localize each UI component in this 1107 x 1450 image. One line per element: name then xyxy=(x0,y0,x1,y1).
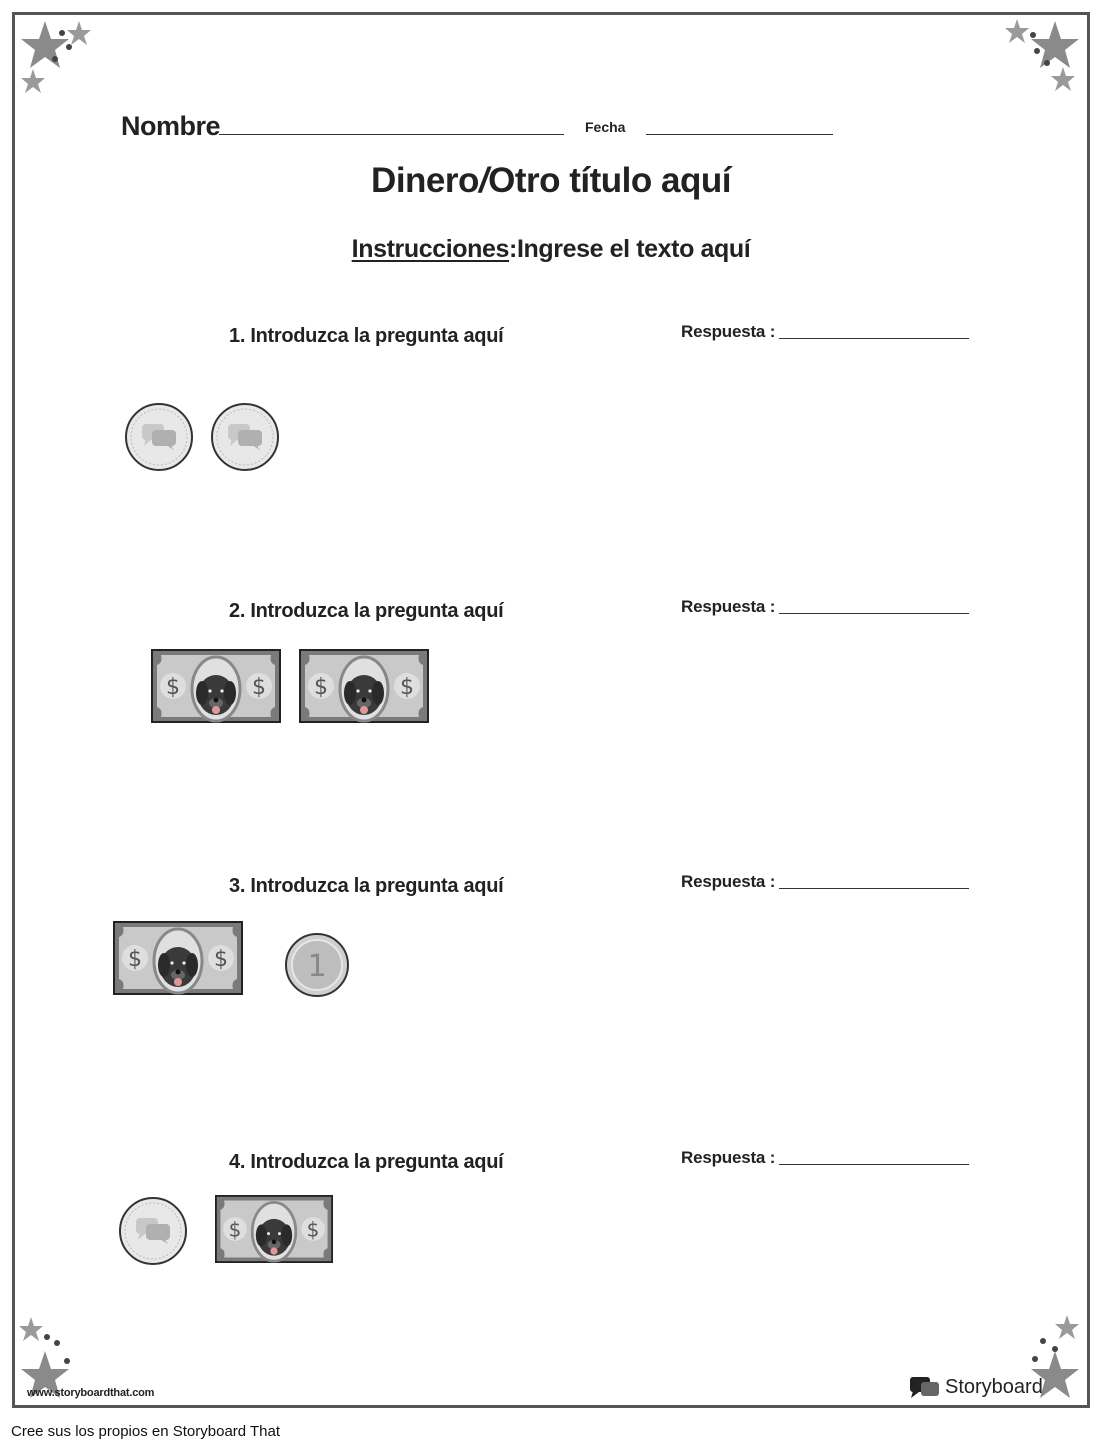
speech-coin-icon xyxy=(210,402,280,472)
dog-bill-icon xyxy=(215,1195,333,1263)
question-3-text: 3. Introduzca la pregunta aquí xyxy=(229,875,504,897)
answer-3-label: Respuesta : xyxy=(681,872,776,891)
answer-2-label: Respuesta : xyxy=(681,597,776,616)
bill-symbol: $ xyxy=(214,947,228,972)
dog-bill-icon xyxy=(299,649,429,723)
bill-symbol: $ xyxy=(314,675,328,700)
instructions-line xyxy=(15,235,1087,264)
speech-coin-icon xyxy=(118,1196,188,1266)
date-field-line[interactable] xyxy=(646,134,833,135)
dog-bill-icon xyxy=(151,649,281,723)
storyboard-logo-text: Storyboard xyxy=(945,1375,1043,1398)
speech-coin-icon xyxy=(124,402,194,472)
instructions-separator: : xyxy=(509,235,517,263)
question-2-text: 2. Introduzca la pregunta aquí xyxy=(229,600,504,622)
speech-bubble-logo-icon xyxy=(909,1375,941,1399)
name-label: Nombre xyxy=(121,111,221,141)
coin-value: 1 xyxy=(307,949,327,984)
storyboard-logo xyxy=(909,1375,1043,1399)
name-field-line[interactable] xyxy=(219,134,564,135)
footer-caption: Cree sus los propios en Storyboard That xyxy=(11,1423,281,1440)
title-part-1: Dinero xyxy=(371,161,479,200)
answer-3-line[interactable] xyxy=(779,888,969,889)
footer-url[interactable]: www.storyboardthat.com xyxy=(27,1387,155,1399)
title-slash: / xyxy=(478,161,489,200)
worksheet-page xyxy=(12,12,1090,1408)
one-coin-icon xyxy=(284,932,350,998)
instructions-label: Instrucciones xyxy=(351,235,510,263)
bill-symbol: $ xyxy=(166,675,180,700)
instructions-text: Ingrese el texto aquí xyxy=(516,235,751,263)
answer-4-line[interactable] xyxy=(779,1164,969,1165)
question-1-text: 1. Introduzca la pregunta aquí xyxy=(229,325,504,347)
bill-symbol: $ xyxy=(252,675,266,700)
title-part-2: Otro título aquí xyxy=(488,161,731,200)
date-label: Fecha xyxy=(585,119,626,135)
bill-symbol: $ xyxy=(306,1217,320,1242)
answer-1-label: Respuesta : xyxy=(681,322,776,341)
stars-top-left-decoration xyxy=(17,17,107,107)
answer-2-line[interactable] xyxy=(779,613,969,614)
bill-symbol: $ xyxy=(400,675,414,700)
answer-1-line[interactable] xyxy=(779,338,969,339)
stars-top-right-decoration xyxy=(995,17,1085,107)
question-4-text: 4. Introduzca la pregunta aquí xyxy=(229,1151,504,1173)
dog-bill-icon xyxy=(113,921,243,995)
bill-symbol: $ xyxy=(228,1217,242,1242)
page-title xyxy=(15,161,1087,201)
bill-symbol: $ xyxy=(128,947,142,972)
answer-4-label: Respuesta : xyxy=(681,1148,776,1167)
